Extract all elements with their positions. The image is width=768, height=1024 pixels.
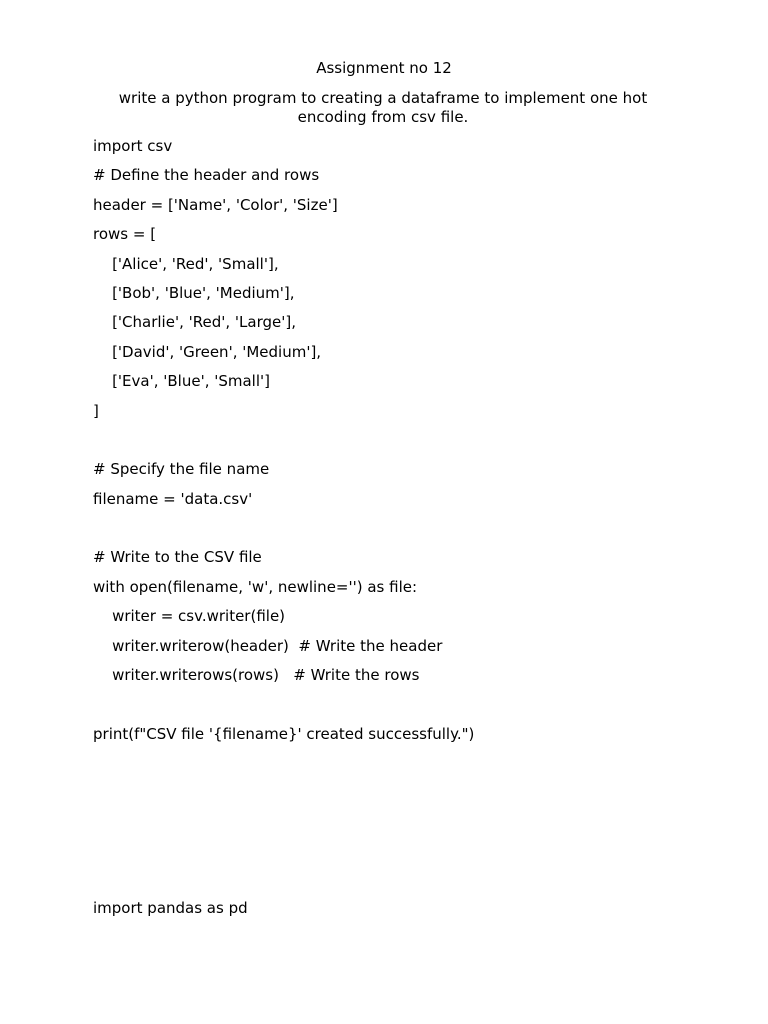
- code-line: [93, 431, 733, 460]
- code-line: [93, 519, 733, 548]
- code-line: ['Alice', 'Red', 'Small'],: [93, 254, 279, 273]
- code-line: ['Charlie', 'Red', 'Large'],: [93, 313, 296, 332]
- code-line: # Specify the file name: [93, 460, 270, 479]
- code-line: ]: [93, 401, 99, 420]
- code-block: [93, 137, 733, 754]
- code-line: print(f"CSV file '{filename}' created successfully."): [93, 724, 475, 743]
- code-line: ['David', 'Green', 'Medium'],: [93, 342, 322, 361]
- assignment-question: write a python program to creating a dataframe to implement one hot encoding from csv file.: [118, 89, 648, 126]
- assignment-title: Assignment no 12: [316, 59, 452, 77]
- code-line: # Define the header and rows: [93, 166, 320, 185]
- code-line: rows = [: [93, 225, 157, 244]
- code-line: ['Eva', 'Blue', 'Small']: [93, 372, 270, 391]
- code-line: import csv: [93, 137, 173, 155]
- code-line: [93, 695, 733, 724]
- code-line: with open(filename, 'w', newline='') as file:: [93, 577, 418, 596]
- code-line: writer.writerows(rows) # Write the rows: [93, 666, 420, 685]
- code-line: header = ['Name', 'Color', 'Size']: [93, 195, 338, 214]
- code-line: filename = 'data.csv': [93, 489, 253, 508]
- code-line: # Write to the CSV file: [93, 548, 262, 567]
- code-line: writer.writerow(header) # Write the header: [93, 636, 443, 655]
- code-line: ['Bob', 'Blue', 'Medium'],: [93, 283, 295, 302]
- code-line: writer = csv.writer(file): [93, 607, 286, 626]
- code-line-import-pandas: import pandas as pd: [93, 899, 248, 917]
